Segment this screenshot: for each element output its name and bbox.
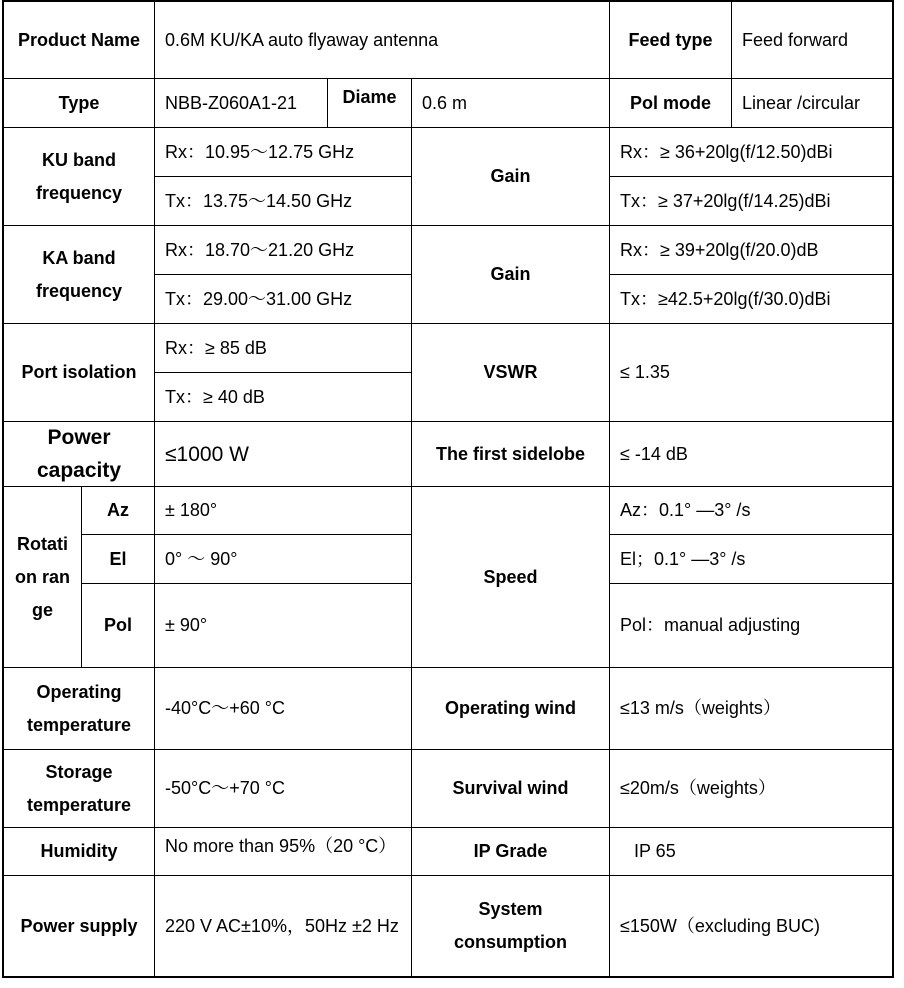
- label-diameter: Diame: [328, 79, 412, 128]
- value-el-range: 0° ～ 90°: [155, 535, 412, 584]
- value-port-rx: Rx：≥ 85 dB: [155, 324, 412, 373]
- value-feed-type: Feed forward: [732, 2, 892, 79]
- value-az-speed: Az：0.1° —3° /s: [610, 487, 892, 535]
- value-ip-grade: IP 65: [610, 828, 892, 876]
- label-ku-band: KU band frequency: [4, 128, 155, 226]
- label-storage-temperature: Storage temperature: [4, 750, 155, 828]
- label-type: Type: [4, 79, 155, 128]
- label-product-name: Product Name: [4, 2, 155, 79]
- value-survival-wind: ≤20m/s（weights）: [610, 750, 892, 828]
- label-humidity: Humidity: [4, 828, 155, 876]
- label-rotation-range: Rotation range: [4, 487, 82, 668]
- value-humidity: No more than 95%（20 °C）: [155, 828, 412, 876]
- label-first-sidelobe: The first sidelobe: [412, 422, 610, 487]
- label-pol-mode: Pol mode: [610, 79, 732, 128]
- label-power-capacity: Power capacity: [4, 422, 155, 487]
- label-vswr: VSWR: [412, 324, 610, 422]
- value-storage-temperature: -50°C～+70 °C: [155, 750, 412, 828]
- spec-table: [2, 0, 894, 978]
- value-power-supply: 220 V AC±10%，50Hz ±2 Hz: [155, 876, 412, 976]
- value-operating-temperature: -40°C～+60 °C: [155, 668, 412, 750]
- value-ka-gain-tx: Tx：≥42.5+20lg(f/30.0)dBi: [610, 275, 892, 324]
- value-ka-gain-rx: Rx：≥ 39+20lg(f/20.0)dB: [610, 226, 892, 275]
- value-ka-rx: Rx：18.70～21.20 GHz: [155, 226, 412, 275]
- value-power-capacity: ≤1000 W: [155, 422, 412, 487]
- label-feed-type: Feed type: [610, 2, 732, 79]
- label-az: Az: [82, 487, 155, 535]
- label-survival-wind: Survival wind: [412, 750, 610, 828]
- value-pol-mode: Linear /circular: [732, 79, 892, 128]
- label-operating-wind: Operating wind: [412, 668, 610, 750]
- label-speed: Speed: [412, 487, 610, 668]
- value-ku-rx: Rx：10.95～12.75 GHz: [155, 128, 412, 177]
- value-pol-speed: Pol：manual adjusting: [610, 584, 892, 668]
- label-el: El: [82, 535, 155, 584]
- value-ku-gain-rx: Rx：≥ 36+20lg(f/12.50)dBi: [610, 128, 892, 177]
- value-el-speed: El；0.1° —3° /s: [610, 535, 892, 584]
- label-power-supply: Power supply: [4, 876, 155, 976]
- label-system-consumption: System consumption: [412, 876, 610, 976]
- label-ka-gain: Gain: [412, 226, 610, 324]
- value-ku-tx: Tx：13.75～14.50 GHz: [155, 177, 412, 226]
- label-operating-temperature: Operating temperature: [4, 668, 155, 750]
- value-port-tx: Tx：≥ 40 dB: [155, 373, 412, 422]
- label-ku-gain: Gain: [412, 128, 610, 226]
- value-az-range: ± 180°: [155, 487, 412, 535]
- value-system-consumption: ≤150W（excluding BUC): [620, 915, 820, 936]
- label-port-isolation: Port isolation: [4, 324, 155, 422]
- value-ku-gain-tx: Tx：≥ 37+20lg(f/14.25)dBi: [610, 177, 892, 226]
- value-pol-range: ± 90°: [155, 584, 412, 668]
- value-operating-wind: ≤13 m/s（weights）: [610, 668, 892, 750]
- value-product-name: 0.6M KU/KA auto flyaway antenna: [155, 2, 610, 79]
- label-ip-grade: IP Grade: [412, 828, 610, 876]
- value-type: NBB-Z060A1-21: [155, 79, 328, 128]
- value-ka-tx: Tx：29.00～31.00 GHz: [155, 275, 412, 324]
- label-ka-band: KA band frequency: [4, 226, 155, 324]
- value-first-sidelobe: ≤ -14 dB: [610, 422, 892, 487]
- value-diameter: 0.6 m: [412, 79, 610, 128]
- value-vswr: ≤ 1.35: [610, 324, 892, 422]
- label-pol: Pol: [82, 584, 155, 668]
